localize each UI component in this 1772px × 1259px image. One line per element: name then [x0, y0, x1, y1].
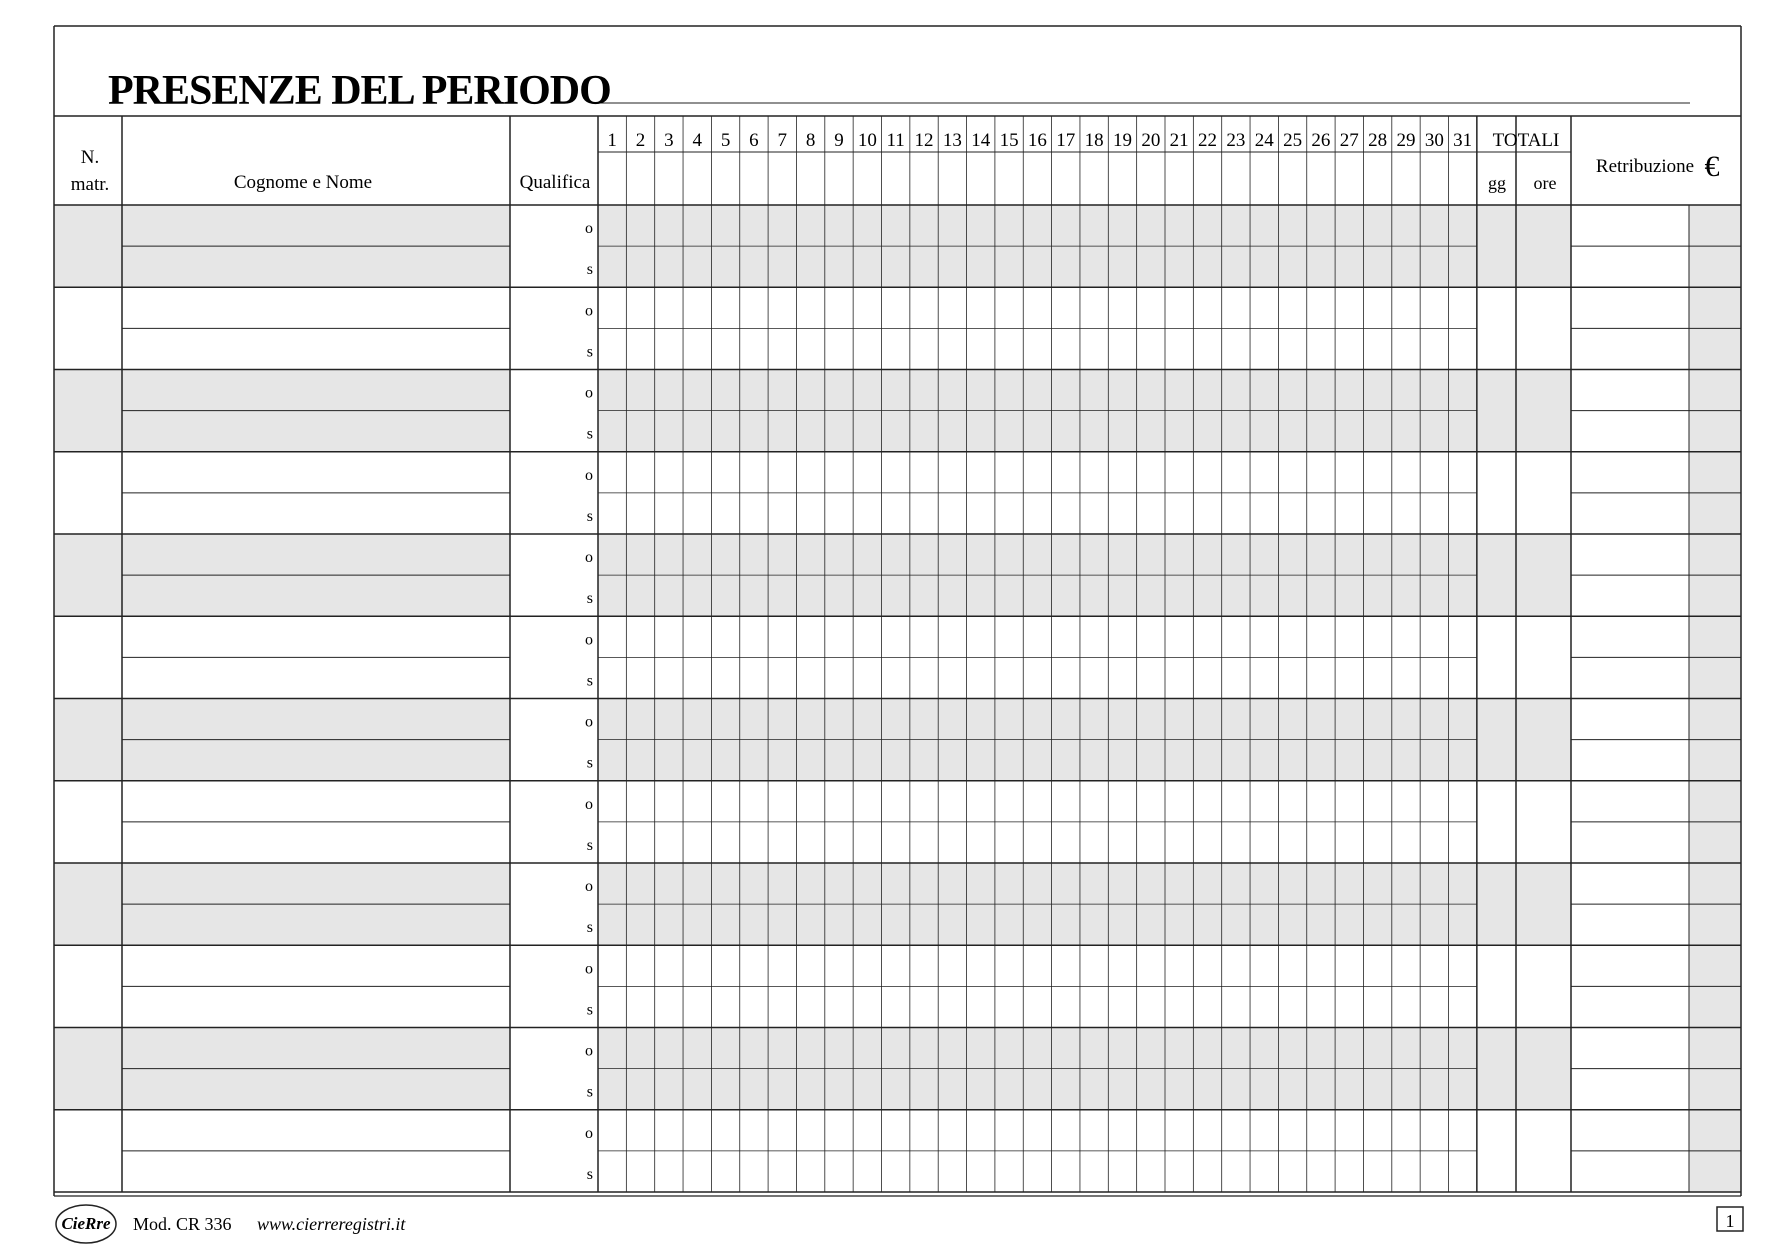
sub-label-o: o — [585, 1124, 593, 1142]
sub-label-s: s — [586, 672, 593, 690]
sub-label-s: s — [586, 754, 593, 772]
header-totali: TOTALI — [1492, 130, 1560, 151]
sub-label-o: o — [585, 713, 593, 731]
website-url: www.cierreregistri.it — [257, 1214, 406, 1234]
day-label: 4 — [692, 130, 702, 151]
day-label: 24 — [1254, 130, 1274, 151]
day-label: 23 — [1226, 130, 1246, 151]
day-label: 25 — [1283, 130, 1303, 151]
day-label: 19 — [1112, 130, 1132, 151]
shaded-ore-cell — [1516, 370, 1571, 452]
shaded-gg-cell — [1477, 534, 1516, 616]
header-retribuzione: Retribuzione — [1595, 156, 1695, 177]
qualifica-sub-labels — [585, 220, 593, 1183]
day-label: 1 — [607, 130, 617, 151]
sub-label-o: o — [585, 466, 593, 484]
day-label: 6 — [749, 130, 759, 151]
header-qualifica: Qualifica — [519, 172, 591, 193]
day-label: 12 — [914, 130, 934, 151]
shaded-matr-cell — [54, 370, 122, 452]
day-label: 11 — [886, 130, 905, 151]
shaded-matr-cell — [54, 863, 122, 945]
sub-label-o: o — [585, 549, 593, 566]
shaded-gg-cell — [1477, 699, 1516, 781]
day-label: 30 — [1424, 130, 1444, 151]
day-label: 10 — [857, 130, 877, 151]
day-label: 5 — [720, 130, 731, 151]
day-label: 21 — [1169, 130, 1189, 151]
model-number: Mod. CR 336 — [133, 1214, 232, 1234]
shaded-gg-cell — [1477, 205, 1516, 287]
sub-label-s: s — [586, 590, 593, 607]
header-gg: gg — [1488, 173, 1506, 193]
shaded-ore-cell — [1516, 534, 1571, 616]
shaded-ore-cell — [1516, 863, 1571, 945]
day-label: 3 — [664, 130, 674, 151]
euro-icon: € — [1704, 150, 1720, 183]
sub-label-o: o — [585, 795, 593, 813]
header-cognome-nome: Cognome e Nome — [233, 172, 373, 193]
day-label: 18 — [1084, 130, 1104, 151]
sub-label-s: s — [586, 836, 593, 854]
sub-label-s: s — [586, 1001, 593, 1019]
shaded-gg-cell — [1477, 370, 1516, 452]
day-label: 16 — [1027, 130, 1047, 151]
header-n-label: N. — [80, 147, 100, 168]
sub-label-s: s — [586, 919, 593, 936]
sub-label-o: o — [585, 302, 593, 320]
day-label: 17 — [1056, 130, 1076, 151]
shaded-ore-cell — [1516, 205, 1571, 287]
day-number-labels — [607, 130, 1472, 151]
sub-label-o: o — [585, 384, 593, 402]
header-matr-label: matr. — [70, 174, 110, 195]
day-label: 28 — [1368, 130, 1388, 151]
day-label: 7 — [777, 130, 788, 151]
shaded-ore-cell — [1516, 1028, 1571, 1110]
page-title: PRESENZE DEL PERIODO — [108, 68, 611, 114]
day-label: 26 — [1311, 130, 1331, 151]
sub-label-o: o — [585, 878, 593, 895]
day-label: 29 — [1396, 130, 1416, 151]
day-label: 9 — [834, 130, 844, 151]
day-label: 31 — [1453, 130, 1473, 151]
day-label: 22 — [1198, 130, 1218, 151]
header-ore: ore — [1533, 173, 1557, 193]
sub-label-s: s — [586, 507, 593, 525]
logo-text: CieRre — [61, 1214, 111, 1233]
shaded-matr-cell — [54, 1028, 122, 1110]
day-label: 27 — [1339, 130, 1359, 151]
day-label: 13 — [942, 130, 962, 151]
day-label: 15 — [999, 130, 1019, 151]
shaded-gg-cell — [1477, 863, 1516, 945]
shaded-ore-cell — [1516, 699, 1571, 781]
sub-label-s: s — [586, 1083, 593, 1101]
sub-label-s: s — [586, 425, 593, 443]
sub-label-s: s — [586, 1165, 593, 1183]
day-label: 20 — [1141, 130, 1161, 151]
page-number: 1 — [1725, 1211, 1735, 1231]
shaded-gg-cell — [1477, 1028, 1516, 1110]
shaded-matr-cell — [54, 205, 122, 287]
shaded-matr-cell — [54, 534, 122, 616]
sub-label-o: o — [585, 631, 593, 649]
sub-label-o: o — [585, 220, 593, 237]
day-label: 2 — [635, 130, 646, 151]
cierre-logo — [56, 1205, 116, 1243]
sub-label-s: s — [586, 343, 593, 361]
sub-label-o: o — [585, 1042, 593, 1060]
day-label: 8 — [805, 130, 816, 151]
day-label: 14 — [971, 130, 991, 151]
sub-label-o: o — [585, 960, 593, 978]
sub-label-s: s — [586, 261, 593, 278]
shaded-matr-cell — [54, 699, 122, 781]
